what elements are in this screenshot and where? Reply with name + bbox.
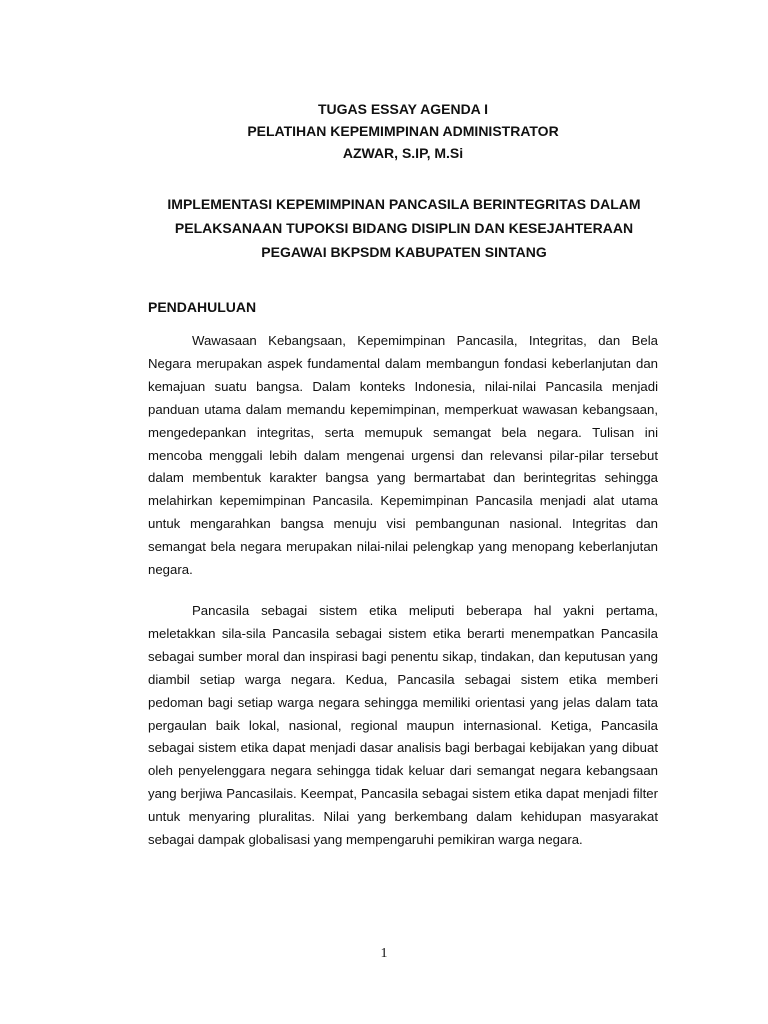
- essay-title: [140, 192, 668, 264]
- paragraph: Pancasila sebagai sistem etika meliputi beberapa hal yakni pertama, meletakkan sila-sila Pancasila sebagai sistem etika berarti menempatkan Pancasila sebagai sumber moral dan inspirasi bagi penentu sikap, tindakan, dan keputusan yang diambil setiap warga negara. Kedua, Pancasila sebagai sistem etika memberi pedoman bagi setiap warga negara sehingga memiliki orientasi yang jelas dalam tata pergaulan baik lokal, nasional, regional maupun internasional. Ketiga, Pancasila sebagai sistem etika dapat menjadi dasar analisis bagi berbagai kebijakan yang dibuat oleh penyelenggara negara sehingga tidak keluar dari semangat negara kebangsaan yang berjiwa Pancasilais. Keempat, Pancasila sebagai sistem etika dapat menjadi filter untuk menyaring pluralitas. Nilai yang berkembang dalam kehidupan masyarakat sebagai dampak globalisasi yang mempengaruhi pemikiran warga negara.: [148, 603, 658, 848]
- paragraph: Wawasaan Kebangsaan, Kepemimpinan Pancasila, Integritas, dan Bela Negara merupakan aspek fundamental dalam membangun fondasi keberlanjutan dan kemajuan suatu bangsa. Dalam konteks Indonesia, nilai-nilai Pancasila menjadi panduan utama dalam memandu kepemimpinan, memperkuat wawasan kebangsaan, mengedepankan integritas, serta memupuk semangat bela negara. Tulisan ini mencoba menggali lebih dalam mengenai urgensi dan relevansi pilar-pilar tersebut dalam membentuk karakter bangsa yang bermartabat dan berintegritas sehingga melahirkan kepemimpinan Pancasila. Kepemimpinan Pancasila menjadi alat utama untuk mengarahkan bangsa menuju visi pembangunan nasional. Integritas dan semangat bela negara merupakan nilai-nilai pelengkap yang menopang keberlanjutan negara.: [148, 333, 658, 578]
- document-header: [148, 98, 658, 164]
- essay-title-line-3: PEGAWAI BKPSDM KABUPATEN SINTANG: [261, 244, 547, 260]
- header-author: AZWAR, S.IP, M.Si: [342, 145, 464, 161]
- page-number: 1: [380, 946, 388, 961]
- section-heading: PENDAHULUAN: [148, 299, 257, 315]
- header-training-name: PELATIHAN KEPEMIMPINAN ADMINISTRATOR: [247, 123, 559, 139]
- essay-title-line-1: IMPLEMENTASI KEPEMIMPINAN PANCASILA BERINTEGRITAS DALAM: [167, 196, 641, 212]
- header-assignment-title: TUGAS ESSAY AGENDA I: [317, 101, 489, 117]
- essay-title-line-2: PELAKSANAAN TUPOKSI BIDANG DISIPLIN DAN KESEJAHTERAAN: [174, 220, 634, 236]
